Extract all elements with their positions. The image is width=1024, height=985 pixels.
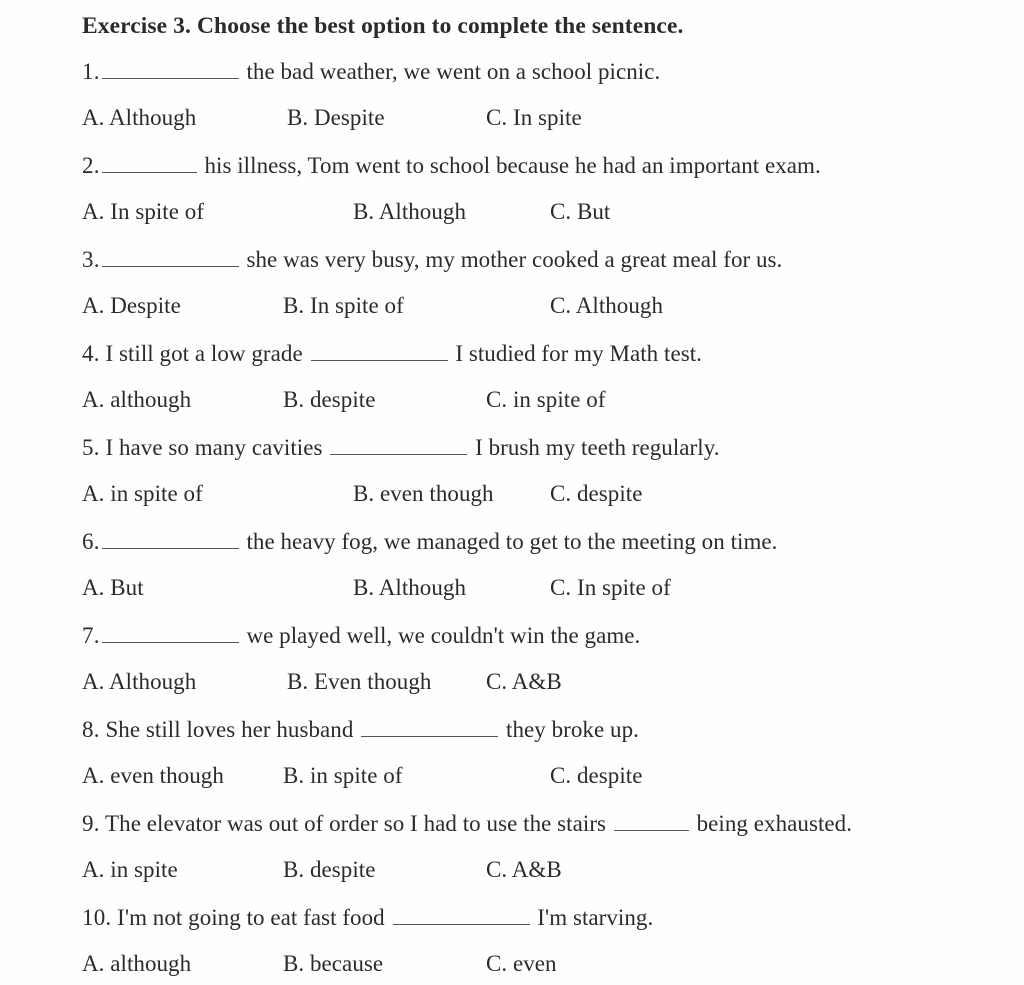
options-row xyxy=(82,292,664,320)
question-text-after-blank: we played well, we couldn't win the game. xyxy=(240,623,641,648)
option-choice[interactable]: C. even xyxy=(486,951,557,976)
page-title-text: Exercise 3. Choose the best option to complete the sentence. xyxy=(82,13,684,39)
option-choice[interactable]: B. Although xyxy=(353,199,467,224)
question-line xyxy=(82,434,720,462)
question-line xyxy=(82,152,821,180)
option-choice[interactable]: A. Despite xyxy=(82,293,181,318)
answer-blank[interactable] xyxy=(330,435,467,455)
option-choice[interactable]: B. Although xyxy=(353,575,467,600)
option-choice[interactable]: C. in spite of xyxy=(486,387,606,412)
question-text-after-blank: she was very busy, my mother cooked a great meal for us. xyxy=(240,247,783,272)
question-number: 7. xyxy=(82,623,100,648)
options-row xyxy=(82,386,606,414)
option-choice[interactable]: C. Although xyxy=(550,293,664,318)
option-choice[interactable]: A. in spite of xyxy=(82,481,203,506)
question-line xyxy=(82,528,777,556)
options-row xyxy=(82,198,611,226)
option-choice[interactable]: B. in spite of xyxy=(283,763,403,788)
question-number: 1. xyxy=(82,59,100,84)
option-choice[interactable]: A. although xyxy=(82,387,192,412)
options-row xyxy=(82,104,582,132)
answer-blank[interactable] xyxy=(102,529,239,549)
options-row xyxy=(82,762,643,790)
question-number: 4. xyxy=(82,341,100,366)
question-text-before-blank: I'm not going to eat fast food xyxy=(111,905,391,930)
options-row xyxy=(82,574,671,602)
option-choice[interactable]: A. Although xyxy=(82,105,197,130)
option-choice[interactable]: B. even though xyxy=(353,481,494,506)
option-choice[interactable]: B. despite xyxy=(283,857,376,882)
question-text-after-blank: they broke up. xyxy=(500,717,639,742)
answer-blank[interactable] xyxy=(393,905,530,925)
option-choice[interactable]: A. although xyxy=(82,951,192,976)
answer-blank[interactable] xyxy=(102,247,239,267)
option-choice[interactable]: B. because xyxy=(283,951,384,976)
options-row xyxy=(82,856,562,884)
question-line xyxy=(82,246,782,274)
question-text-after-blank: I studied for my Math test. xyxy=(449,341,702,366)
question-line xyxy=(82,716,639,744)
option-choice[interactable]: C. But xyxy=(550,199,611,224)
page-title xyxy=(82,12,683,41)
question-text-before-blank: The elevator was out of order so I had to use the stairs xyxy=(99,811,612,836)
answer-blank[interactable] xyxy=(361,717,498,737)
option-choice[interactable]: A. even though xyxy=(82,763,224,788)
question-line xyxy=(82,904,653,932)
option-choice[interactable]: B. Even though xyxy=(287,669,432,694)
question-line xyxy=(82,622,640,650)
question-text-before-blank: I have so many cavities xyxy=(99,435,329,460)
options-row xyxy=(82,480,643,508)
question-text-before-blank: I still got a low grade xyxy=(99,341,309,366)
question-number: 8. xyxy=(82,717,100,742)
question-line xyxy=(82,810,852,838)
question-text-before-blank: She still loves her husband xyxy=(99,717,360,742)
option-choice[interactable]: A. But xyxy=(82,575,144,600)
options-row xyxy=(82,950,557,978)
answer-blank[interactable] xyxy=(311,341,448,361)
option-choice[interactable]: C. despite xyxy=(550,763,643,788)
question-number: 9. xyxy=(82,811,100,836)
question-text-after-blank: being exhausted. xyxy=(690,811,852,836)
option-choice[interactable]: A. in spite xyxy=(82,857,178,882)
options-row xyxy=(82,668,562,696)
question-number: 10. xyxy=(82,905,112,930)
option-choice[interactable]: C. A&B xyxy=(486,857,562,882)
option-choice[interactable]: C. In spite xyxy=(486,105,582,130)
answer-blank[interactable] xyxy=(614,811,689,831)
question-line xyxy=(82,340,702,368)
question-number: 5. xyxy=(82,435,100,460)
option-choice[interactable]: A. In spite of xyxy=(82,199,205,224)
option-choice[interactable]: B. In spite of xyxy=(283,293,404,318)
answer-blank[interactable] xyxy=(102,153,197,173)
question-number: 2. xyxy=(82,153,100,178)
option-choice[interactable]: B. despite xyxy=(283,387,376,412)
option-choice[interactable]: C. despite xyxy=(550,481,643,506)
question-text-after-blank: the heavy fog, we managed to get to the meeting on time. xyxy=(240,529,778,554)
question-text-after-blank: I brush my teeth regularly. xyxy=(469,435,720,460)
question-text-after-blank: his illness, Tom went to school because he had an important exam. xyxy=(198,153,821,178)
question-number: 3. xyxy=(82,247,100,272)
question-line xyxy=(82,58,660,86)
option-choice[interactable]: C. A&B xyxy=(486,669,562,694)
question-text-after-blank: I'm starving. xyxy=(531,905,654,930)
question-number: 6. xyxy=(82,529,100,554)
option-choice[interactable]: C. In spite of xyxy=(550,575,671,600)
question-text-after-blank: the bad weather, we went on a school picnic. xyxy=(240,59,661,84)
answer-blank[interactable] xyxy=(102,623,239,643)
answer-blank[interactable] xyxy=(102,59,239,79)
option-choice[interactable]: B. Despite xyxy=(287,105,385,130)
option-choice[interactable]: A. Although xyxy=(82,669,197,694)
